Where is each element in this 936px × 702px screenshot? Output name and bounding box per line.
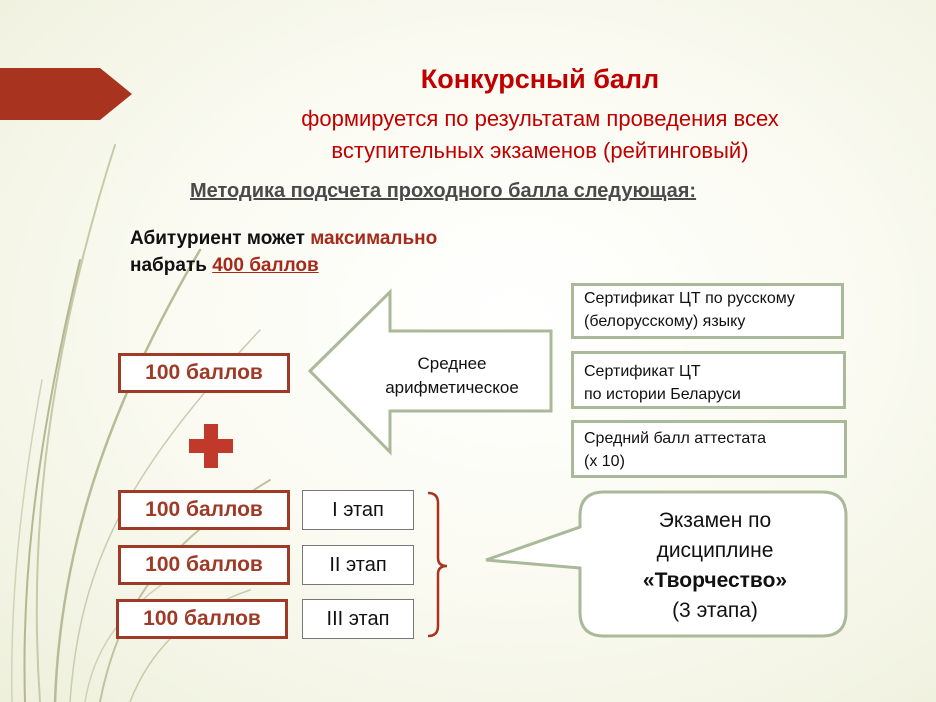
subtitle-line-2: вступительных экзаменов (рейтинговый) — [331, 138, 749, 163]
arrow-label — [362, 352, 542, 400]
cert-language-line-1: Сертификат ЦТ по русскому — [584, 290, 795, 307]
cert-box-attestation — [571, 420, 847, 478]
intro-line-2 — [130, 252, 550, 279]
intro-part-1: Абитуриент может — [130, 228, 311, 249]
title-banner — [0, 68, 132, 120]
bubble-line-1: Экзамен по — [658, 509, 772, 532]
stage-label-1: I этап — [302, 490, 414, 530]
intro-part-2: набрать — [130, 255, 213, 276]
method-heading: Методика подсчета проходного балла следующая: — [190, 180, 697, 202]
stage-label-3: III этап — [302, 599, 414, 639]
intro-highlight-max: максимально — [310, 228, 438, 249]
cert-attestation-line-1: Средний балл аттестата — [584, 430, 766, 447]
arrow-label-line-2: арифметическое — [385, 378, 519, 397]
plus-icon — [189, 424, 233, 468]
score-box-stage-2: 100 баллов — [118, 545, 290, 585]
stage-bracket — [428, 493, 447, 636]
bubble-line-4: (3 этапа) — [672, 599, 758, 622]
cert-attestation-line-2: (х 10) — [584, 453, 625, 470]
arrow-label-line-1: Среднее — [417, 354, 487, 373]
intro-text — [130, 225, 550, 279]
bubble-line-3: «Творчество» — [642, 569, 788, 592]
page-subtitle — [220, 103, 860, 167]
cert-box-history — [571, 351, 846, 409]
bubble-text — [590, 506, 840, 626]
score-box-stage-3: 100 баллов — [116, 599, 288, 639]
score-box-average: 100 баллов — [118, 353, 290, 393]
cert-history-line-1: Сертификат ЦТ — [584, 363, 701, 380]
cert-history-line-2: по истории Беларуси — [584, 386, 741, 403]
score-box-stage-1: 100 баллов — [118, 490, 290, 530]
page-title: Конкурсный балл — [420, 64, 660, 94]
subtitle-line-1: формируется по результатам проведения всех — [301, 106, 779, 131]
intro-line-1 — [130, 225, 550, 252]
intro-highlight-400: 400 баллов — [212, 255, 319, 276]
stage-label-2: II этап — [302, 545, 414, 585]
bubble-line-2: дисциплине — [656, 539, 774, 562]
cert-box-language — [571, 283, 844, 339]
cert-language-line-2: (белорусскому) языку — [584, 313, 746, 330]
